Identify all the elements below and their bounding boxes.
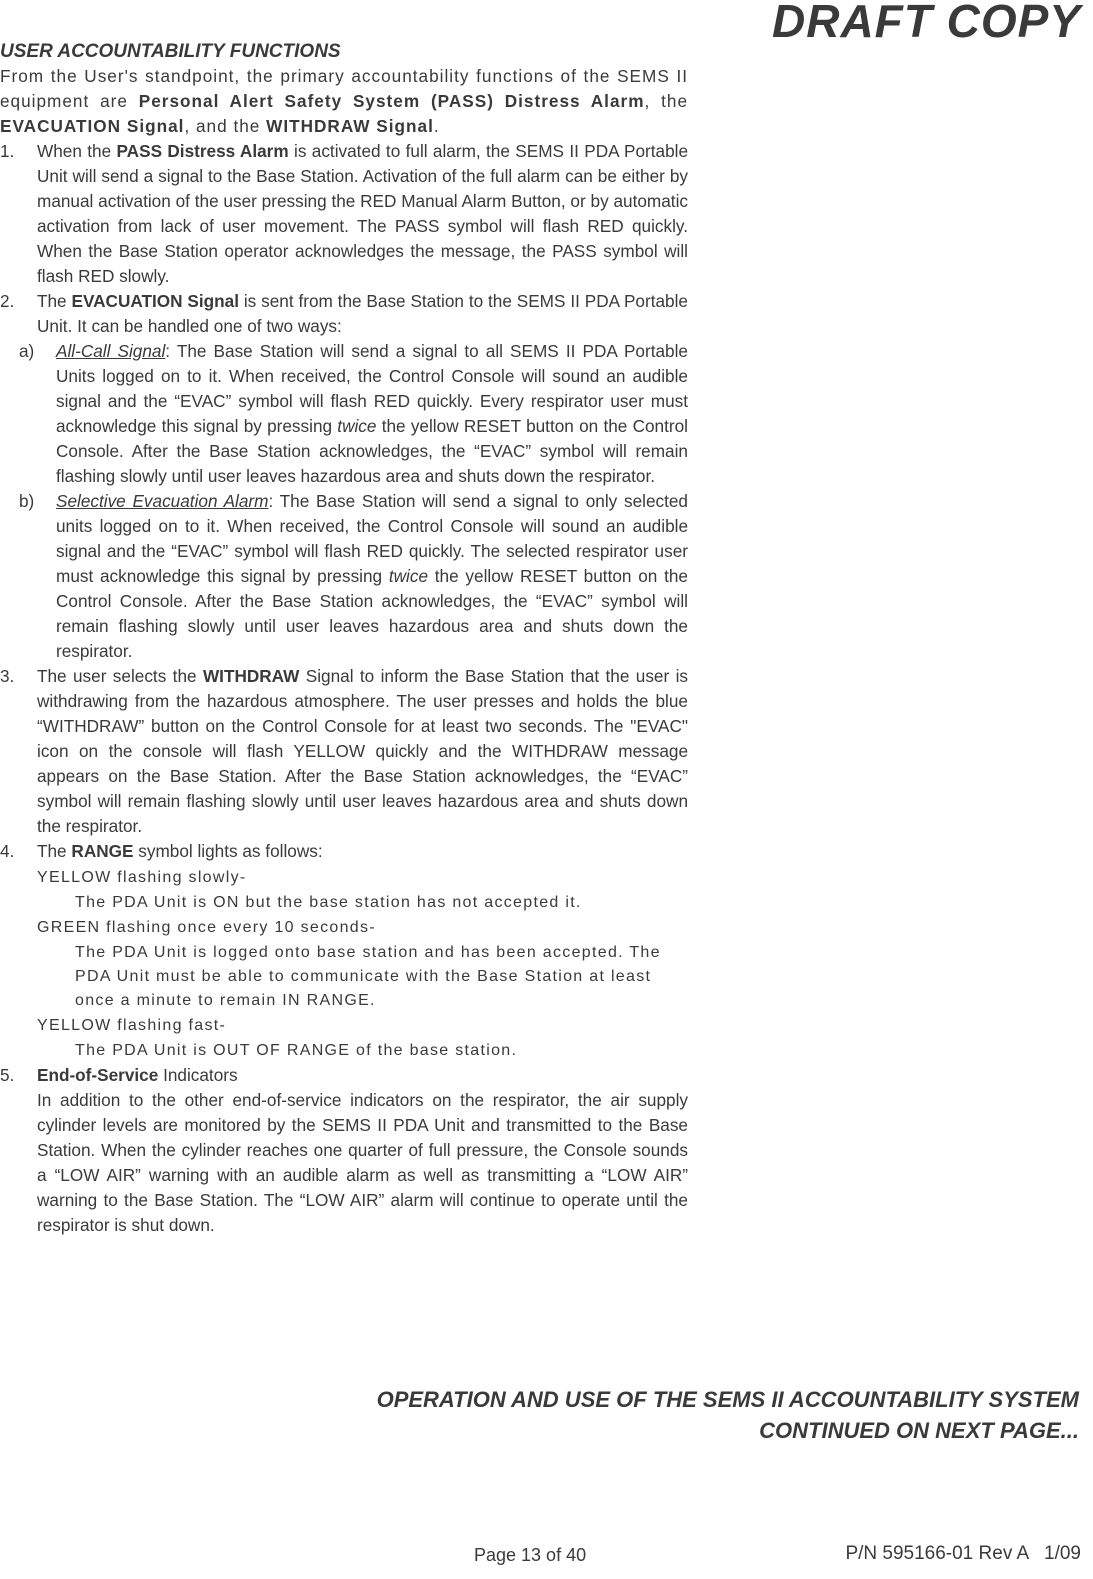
item-number: 2. (0, 291, 15, 311)
intro-text-1: From the User's standpoint, the primary accountability functions of the SEMS II equipment are (0, 66, 688, 111)
sub-item-text: : The Base Station will send a signal to only selected units logged on to it. When received, the Control Console will sound an audible signal and the “EVAC” symbol will flash RED quickly. The selected respirator user must acknowledge this signal by pressing (56, 491, 688, 586)
item-text: Signal to inform the Base Station that the user is withdrawing from the hazardous atmosphere. The user presses and holds the blue “WITHDRAW” button on the Control Console for at least two seconds. The "EVAC" icon on the console will flash YELLOW quickly and the WITHDRAW message appears on the Base Station. After the Base Station acknowledges, the “EVAC” symbol will remain flashing slowly until user leaves hazardous area and shuts down the respirator. (37, 666, 688, 836)
item-bold: RANGE (71, 841, 134, 861)
range-states (0, 866, 688, 1063)
intro-bold-withdraw: WITHDRAW Signal (266, 116, 434, 136)
main-column (0, 39, 688, 1238)
range-yellow-slow-heading: YELLOW flashing slowly- (37, 869, 247, 886)
item-text: The (37, 841, 72, 861)
item-text: is activated to full alarm, the SEMS II PDA Portable Unit will send a signal to the Base Station. Activation of the full alarm can be either by manual activation of the user pressing the RED Manual Alarm Button, or by automatic activation from lack of user movement. The PASS symbol will flash RED quickly. When the Base Station operator acknowledges the message, the PASS symbol will flash RED slowly. (37, 141, 689, 286)
list-item-4 (0, 839, 688, 864)
sub-item-title: All-Call Signal (56, 341, 166, 361)
sub-item-text: the yellow RESET button on the Control Console. After the Base Station acknowledges, the “EVAC” symbol will remain flashing slowly until user leaves hazardous area and shuts down the respirator. (56, 416, 688, 486)
intro-paragraph (0, 64, 688, 139)
continued-line-2: CONTINUED ON NEXT PAGE... (759, 1418, 1079, 1443)
range-yellow-fast-heading: YELLOW flashing fast- (37, 1017, 227, 1034)
range-yellow-fast-description: The PDA Unit is OUT OF RANGE of the base station. (75, 1042, 518, 1059)
sub-item-b (0, 489, 688, 664)
intro-bold-pass: Personal Alert Safety System (PASS) Distress Alarm (138, 91, 645, 111)
sub-item-title: Selective Evacuation Alarm (56, 491, 269, 511)
intro-bold-evacuation: EVACUATION Signal (0, 116, 185, 136)
item-text: The (37, 291, 72, 311)
draft-watermark: DRAFT COPY (772, 0, 1081, 47)
item-text: symbol lights as follows: (133, 841, 323, 861)
item-number: 5. (0, 1065, 15, 1085)
page-number: Page 13 of 40 (474, 1545, 587, 1565)
list-item-3 (0, 664, 688, 839)
range-green-description: The PDA Unit is logged onto base station and has been accepted. The PDA Unit must be able to communicate with the Base Station at least once a minute to remain IN RANGE. (75, 944, 661, 1009)
list-item-5 (0, 1063, 688, 1088)
intro-text-4: . (433, 116, 440, 136)
sub-item-text: : The Base Station will send a signal to all SEMS II PDA Portable Units logged on to it. When received, the Control Console will sound an audible signal and the “EVAC” symbol will flash RED quickly. Every respirator user must acknowledge this signal by pressing (56, 341, 688, 436)
sub-item-text: the yellow RESET button on the Control Console. After the Base Station acknowledges, the “EVAC” symbol will remain flashing slowly until user leaves hazardous area and shuts down the respirator. (56, 566, 688, 661)
end-of-service-description: In addition to the other end-of-service indicators on the respirator, the air supply cylinder levels are monitored by the SEMS II PDA Unit and transmitted to the Base Station. When the cylinder reaches one quarter of full pressure, the Console sounds a “LOW AIR” warning with an audible alarm as well as transmitting a “LOW AIR” warning to the Base Station. The “LOW AIR” alarm will continue to operate until the respirator is shut down. (37, 1090, 688, 1235)
range-yellow-slow-description: The PDA Unit is ON but the base station has not accepted it. (75, 894, 582, 911)
sub-item-emphasis: twice (388, 566, 429, 586)
item-text: The user selects the (37, 666, 203, 686)
sub-item-a (0, 339, 688, 489)
item-bold: EVACUATION Signal (71, 291, 239, 311)
continued-notice (377, 1384, 1079, 1446)
range-green-heading: GREEN flashing once every 10 seconds- (37, 919, 376, 936)
intro-text-3: , and the (184, 116, 267, 136)
item-number: 3. (0, 666, 15, 686)
item-text: Indicators (158, 1065, 238, 1085)
item-number: 1. (0, 141, 15, 161)
item-text: When the (37, 141, 117, 161)
list-item-1 (0, 139, 688, 289)
item-bold: WITHDRAW (202, 666, 300, 686)
section-title: USER ACCOUNTABILITY FUNCTIONS (0, 41, 341, 62)
item-bold: End-of-Service (37, 1065, 159, 1085)
intro-text-2: , the (644, 91, 688, 111)
list-item-2 (0, 289, 688, 339)
item-number: 4. (0, 841, 15, 861)
sub-item-label: a) (19, 341, 35, 361)
part-number: P/N 595166-01 Rev A 1/09 (845, 1543, 1081, 1564)
sub-item-label: b) (19, 491, 35, 511)
sub-item-emphasis: twice (337, 416, 377, 436)
continued-line-1: OPERATION AND USE OF THE SEMS II ACCOUNTABILITY SYSTEM (376, 1387, 1079, 1412)
item-text: is sent from the Base Station to the SEMS II PDA Portable Unit. It can be handled one of two ways: (37, 291, 688, 336)
item-bold: PASS Distress Alarm (116, 141, 289, 161)
